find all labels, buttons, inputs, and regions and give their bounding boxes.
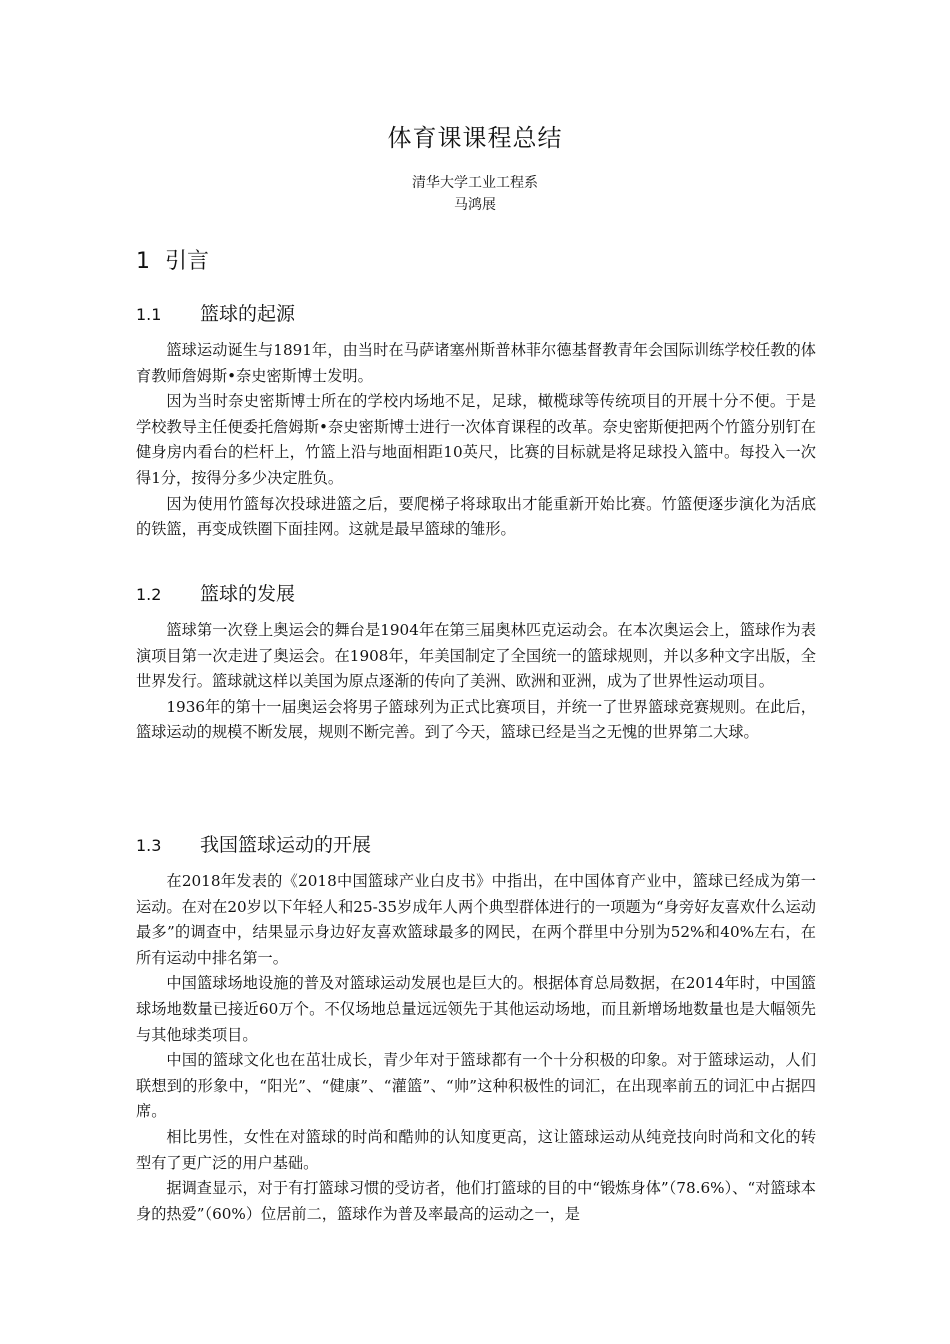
subsection-heading-china	[136, 830, 371, 857]
subsection-number: 1.3	[136, 836, 162, 855]
paragraph: 因为当时奈史密斯博士所在的学校内场地不足，足球，橄榄球等传统项目的开展十分不便。于是学校教导主任便委托詹姆斯•奈史密斯博士进行一次体育课程的改革。奈史密斯便把两个竹篮分别钉在健身房内看台的栏杆上，竹篮上沿与地面相距10英尺，比赛的目标就是将足球投入篮中。每投入一次得1分，按得分多少决定胜负。	[136, 392, 816, 487]
author-affiliation: 清华大学工业工程系	[412, 175, 538, 191]
subsection-heading-origin	[136, 299, 295, 326]
paragraph: 在2018年发表的《2018中国篮球产业白皮书》中指出，在中国体育产业中，篮球已经成为第一运动。在对在20岁以下年轻人和25-35岁成年人两个典型群体进行的一项题为“身旁好友喜欢什么运动最多”的调查中，结果显示身边好友喜欢篮球最多的网民，在两个群里中分别为52%和40%左右，在所有运动中排名第一。	[136, 872, 816, 967]
subsection-number: 1.2	[136, 585, 162, 604]
paragraph: 相比男性，女性在对篮球的时尚和酷帅的认知度更高，这让篮球运动从纯竞技向时尚和文化的转型有了更广泛的用户基础。	[136, 1127, 816, 1172]
paragraph: 中国的篮球文化也在茁壮成长，青少年对于篮球都有一个十分积极的印象。对于篮球运动，人们联想到的形象中，“阳光”、“健康”、“灌篮”、“帅”这种积极性的词汇，在出现率前五的词汇中占据四席。	[136, 1051, 816, 1121]
section-title: 引言	[165, 249, 210, 274]
author-name: 马鸿展	[454, 197, 496, 213]
subsection-title: 我国篮球运动的开展	[200, 834, 372, 856]
subsection-title: 篮球的发展	[200, 583, 296, 605]
paragraph: 因为使用竹篮每次投球进篮之后，要爬梯子将球取出才能重新开始比赛。竹篮便逐步演化为活底的铁篮，再变成铁圈下面挂网。这就是最早篮球的雏形。	[136, 494, 816, 539]
paragraph: 篮球运动诞生与1891年，由当时在马萨诸塞州斯普林菲尔德基督教青年会国际训练学校任教的体育教师詹姆斯•奈史密斯博士发明。	[136, 341, 816, 385]
subsection-body-origin	[136, 338, 816, 543]
paragraph: 据调查显示，对于有打篮球习惯的受访者，他们打篮球的目的中“锻炼身体”（78.6%）、“对篮球本身的热爱”（60%）位居前二，篮球作为普及率最高的运动之一，是	[136, 1179, 816, 1223]
subsection-body-china	[136, 869, 816, 1227]
subsection-heading-development	[136, 579, 295, 606]
section-number: 1	[136, 249, 150, 274]
document-title: 体育课课程总结	[387, 124, 563, 152]
subsection-body-development	[136, 618, 816, 746]
paragraph: 篮球第一次登上奥运会的舞台是1904年在第三届奥林匹克运动会。在本次奥运会上，篮球作为表演项目第一次走进了奥运会。在1908年，年美国制定了全国统一的篮球规则，并以多种文字出版，全世界发行。篮球就这样以美国为原点逐渐的传向了美洲、欧洲和亚洲，成为了世界性运动项目。	[136, 621, 816, 691]
subsection-number: 1.1	[136, 305, 162, 324]
subsection-title: 篮球的起源	[200, 303, 296, 325]
paragraph: 中国篮球场地设施的普及对篮球运动发展也是巨大的。根据体育总局数据，在2014年时，中国篮球场地数量已接近60万个。不仅场地总量远远领先于其他运动场地，而且新增场地数量也是大幅领先与其他球类项目。	[136, 974, 816, 1044]
paragraph: 1936年的第十一届奥运会将男子篮球列为正式比赛项目，并统一了世界篮球竞赛规则。在此后，篮球运动的规模不断发展，规则不断完善。到了今天，篮球已经是当之无愧的世界第二大球。	[136, 697, 816, 742]
section-heading-introduction	[136, 244, 209, 275]
